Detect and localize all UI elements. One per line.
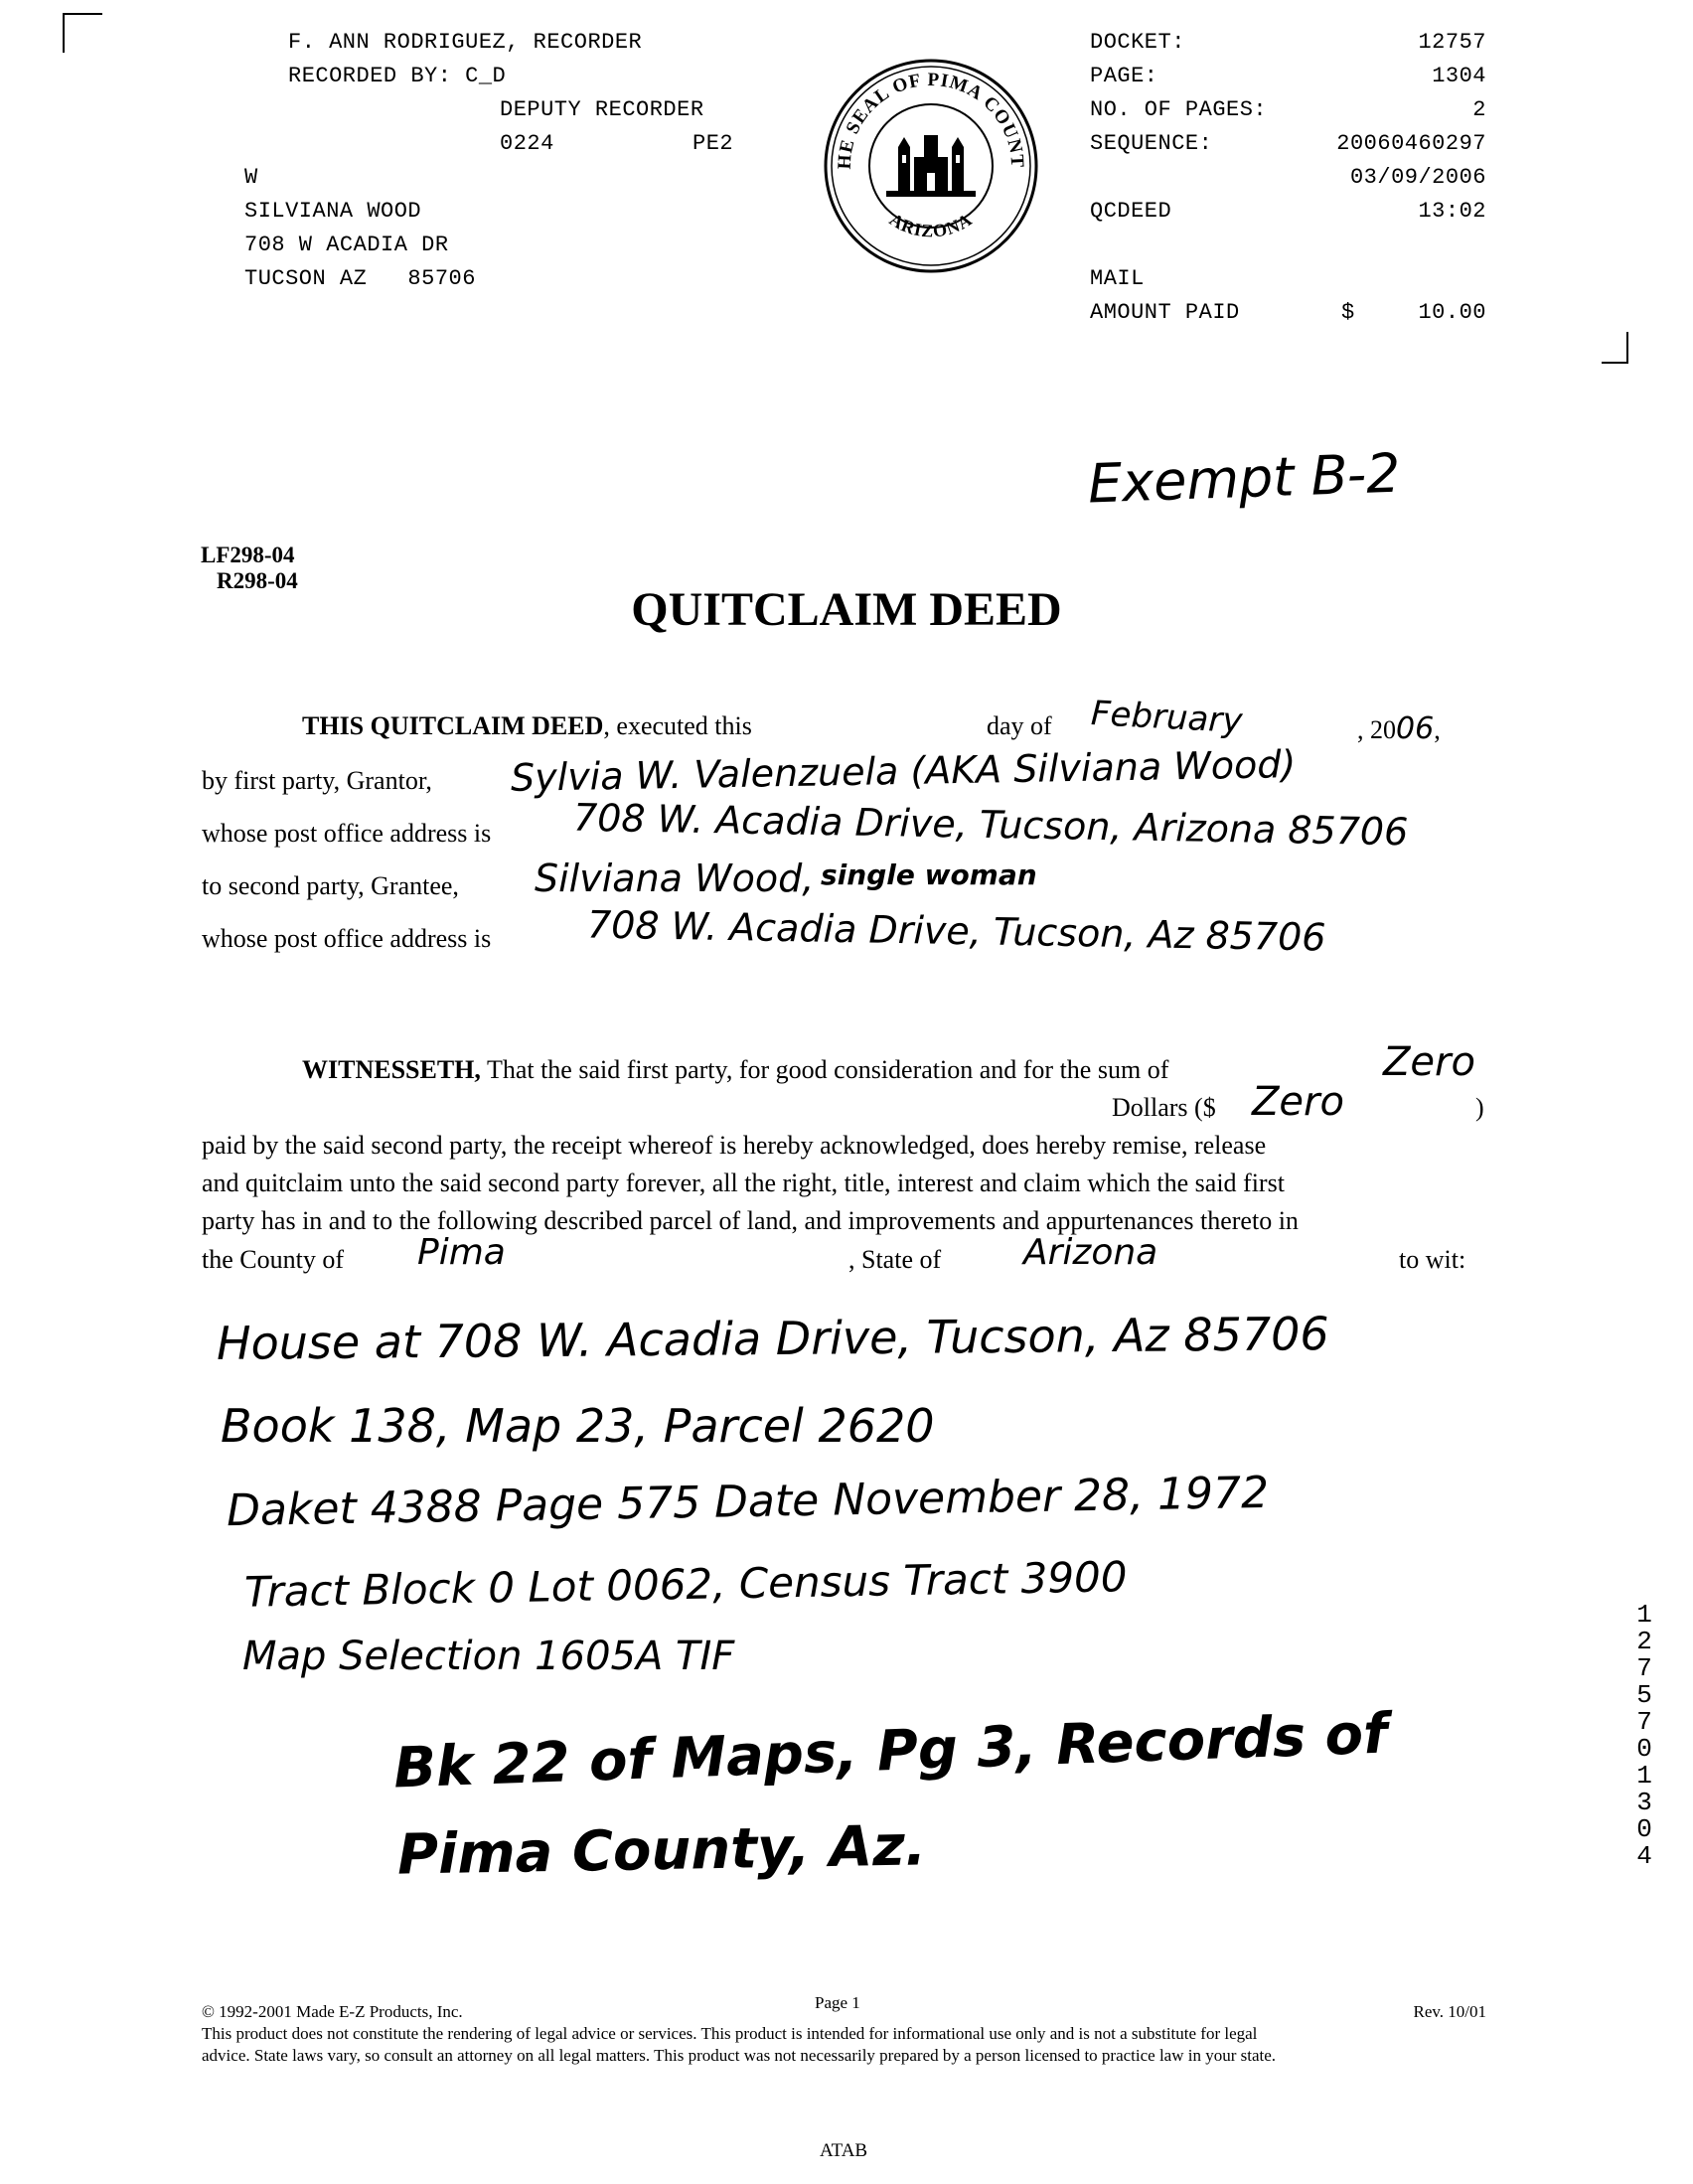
seal-icon — [821, 56, 1041, 276]
mail-to-city: TUCSON AZ 85706 — [244, 266, 476, 291]
state-handwritten: Arizona — [1023, 1232, 1158, 1273]
grantor-handwritten: Sylvia W. Valenzuela (AKA Silviana Wood) — [510, 742, 1297, 800]
grantee-marital-status: single woman — [821, 858, 1037, 891]
form-code-2: R298-04 — [217, 568, 298, 593]
mail-to-w: W — [244, 165, 258, 190]
recorded-by: RECORDED BY: C_D — [288, 64, 507, 88]
grantee-label: to second party, Grantee, — [202, 871, 459, 900]
footer-page-number: Page 1 — [815, 1993, 860, 2012]
pages-value: 2 — [1472, 97, 1486, 122]
intro-year-print: , 20 — [1357, 715, 1396, 744]
recorder-code-left: 0224 — [500, 131, 554, 156]
mail-label: MAIL — [1090, 266, 1145, 291]
svg-text:THE SEAL OF PIMA COUNTY: HE SEAL OF PIMA COUNT — [834, 69, 1028, 170]
intro-month-handwritten: February — [1090, 694, 1244, 741]
page-value: 1304 — [1432, 64, 1486, 88]
witnesseth-lead: WITNESSETH, — [302, 1055, 481, 1084]
amount-paid-value: 10.00 — [1418, 300, 1486, 325]
county-label: the County of — [202, 1245, 344, 1274]
document-title: QUITCLAIM DEED — [631, 583, 1062, 636]
footer-copyright: © 1992-2001 Made E-Z Products, Inc. — [202, 2002, 463, 2021]
intro-year-handwritten: 06 — [1396, 711, 1435, 746]
legal-line-7: Pima County, Az. — [396, 1813, 927, 1888]
legal-line-4: Tract Block 0 Lot 0062, Census Tract 3900 — [243, 1552, 1128, 1617]
scan-corner-mark-bottom-right — [1602, 332, 1628, 364]
footer-disclaimer-2: advice. State laws vary, so consult an attorney on all legal matters. This product was not necessarily prepared by a person licensed to practice law in your state. — [202, 2046, 1277, 2065]
recorder-name: F. ANN RODRIGUEZ, RECORDER — [288, 30, 643, 55]
pages-label: NO. OF PAGES: — [1090, 97, 1268, 122]
intro-year-end: , — [1434, 715, 1441, 744]
grantee-address-label: whose post office address is — [202, 924, 492, 953]
legal-line-5: Map Selection 1605A TIF — [242, 1634, 735, 1679]
intro-day-of: day of — [987, 711, 1052, 740]
mail-to-name: SILVIANA WOOD — [244, 199, 422, 224]
sum-handwritten: Zero — [1383, 1039, 1475, 1085]
state-label: , State of — [848, 1245, 942, 1274]
footer-disclaimer-1: This product does not constitute the rendering of legal advice or services. This product is intended for informational use only and is not a substitute for legal — [202, 2024, 1258, 2043]
legal-line-3: Daket 4388 Page 575 Date November 28, 1972 — [226, 1467, 1270, 1537]
grantor-address-label: whose post office address is — [202, 819, 492, 848]
record-time: 13:02 — [1418, 199, 1486, 224]
witnesseth-line1: That the said first party, for good consideration and for the sum of — [486, 1055, 1169, 1084]
amount-paid-label: AMOUNT PAID — [1090, 300, 1240, 325]
handwritten-exempt-note: Exempt B-2 — [1086, 441, 1402, 516]
side-docket-stamp: 12757 01304 — [1636, 1600, 1652, 1871]
docket-label: DOCKET: — [1090, 30, 1185, 55]
dollars-open: Dollars ($ — [1112, 1093, 1216, 1122]
intro-lead: THIS QUITCLAIM DEED — [302, 711, 604, 740]
dollars-handwritten: Zero — [1252, 1079, 1344, 1125]
footer-revision: Rev. 10/01 — [1413, 2002, 1486, 2021]
witnesseth-line3: and quitclaim unto the said second party forever, all the right, title, interest and claim which the said first — [202, 1169, 1285, 1197]
grantor-label: by first party, Grantor, — [202, 766, 432, 795]
grantee-address-handwritten: 708 W. Acadia Drive, Tucson, Az 85706 — [586, 902, 1326, 960]
page-label: PAGE: — [1090, 64, 1158, 88]
sequence-label: SEQUENCE: — [1090, 131, 1213, 156]
legal-line-6: Bk 22 of Maps, Pg 3, Records of — [392, 1701, 1389, 1801]
intro-executed: , executed this — [603, 711, 752, 740]
grantor-address-handwritten: 708 W. Acadia Drive, Tucson, Arizona 85706 — [572, 795, 1409, 855]
grantee-handwritten: Silviana Wood, — [535, 857, 815, 900]
scan-corner-mark-top-left — [63, 13, 102, 53]
legal-line-2: Book 138, Map 23, Parcel 2620 — [221, 1399, 935, 1453]
sequence-value: 20060460297 — [1336, 131, 1486, 156]
docket-value: 12757 — [1418, 30, 1486, 55]
witnesseth-line2: paid by the said second party, the receipt whereof is hereby acknowledged, does hereby remise, release — [202, 1131, 1267, 1160]
pima-county-seal — [821, 56, 1041, 276]
deputy-recorder: DEPUTY RECORDER — [500, 97, 704, 122]
dollars-close: ) — [1475, 1093, 1484, 1122]
svg-text:ARIZONA: ARIZONA — [885, 209, 977, 241]
document-type: QCDEED — [1090, 199, 1172, 224]
footer-code: ATAB — [820, 2140, 868, 2161]
to-wit: to wit: — [1399, 1245, 1466, 1274]
amount-currency: $ — [1341, 300, 1355, 325]
county-handwritten: Pima — [417, 1232, 506, 1273]
mail-to-street: 708 W ACADIA DR — [244, 233, 449, 257]
witnesseth-line4: party has in and to the following described parcel of land, and improvements and appurtenances thereto in — [202, 1206, 1299, 1235]
recorder-code-right: PE2 — [693, 131, 734, 156]
legal-line-1: House at 708 W. Acadia Drive, Tucson, Az 85706 — [216, 1307, 1329, 1370]
form-code-1: LF298-04 — [201, 543, 295, 567]
record-date: 03/09/2006 — [1349, 165, 1486, 190]
